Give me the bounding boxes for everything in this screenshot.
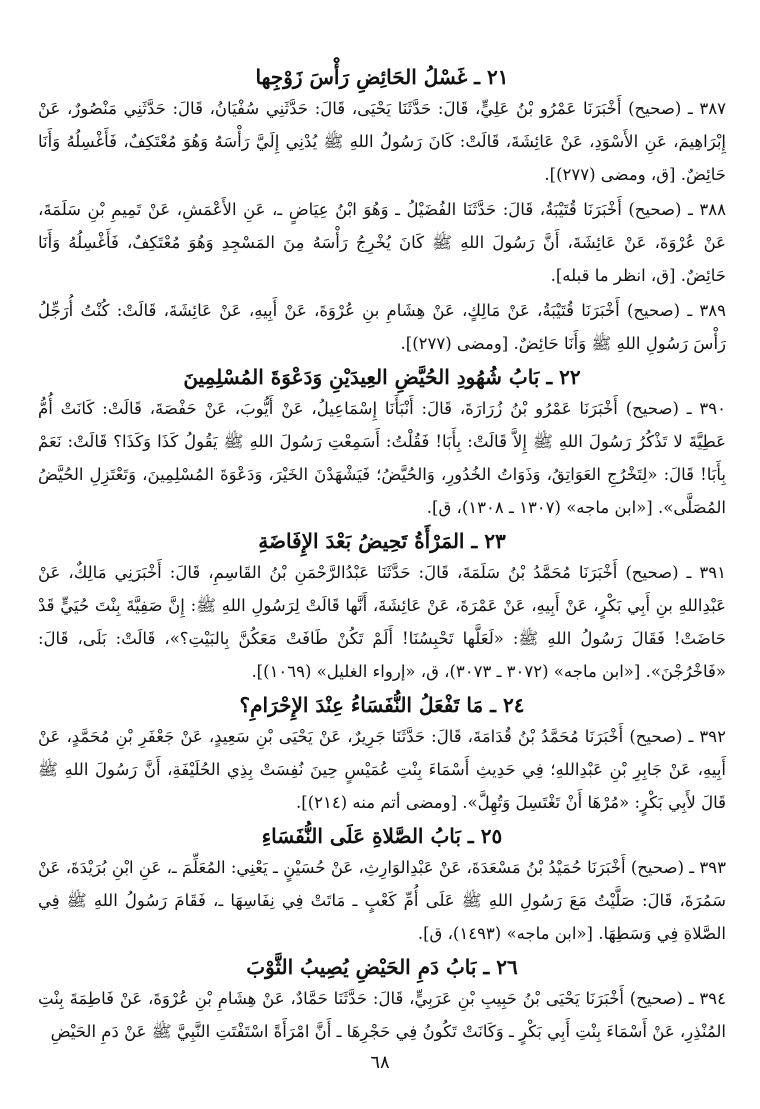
chapter-heading: ٢٥ ـ بَابُ الصَّلاةِ عَلَى النُّفَسَاءِ [261,824,503,848]
hadith-paragraph: ٣٩٤ ـ (صحيح) أَخْبَرَنَا يَحْيَى بْنُ حَبِيبِ بْنِ عَرَبِيٍّ، قَالَ: حَدَّثَنَا حَمَّادٌ، عَنْ هِشَامِ بْنِ عُرْوَةَ، عَنْ فَاطِمَةَ بِنْتِ المُنْذِرِ، عَنْ أَسْمَاءَ بِنْتِ أَبِي بَكْرٍ ـ وَكَانَتْ تَكُونُ فِي حَجْرِهَا ـ أَنَّ امْرَأَةً اسْتَفْتَتِ النَّبِيَّ ﷺ عَنْ دَمِ الحَيْضِ [38,989,726,1041]
chapter-heading: ٢٣ ـ المَرْأَةُ تَحِيضُ بَعْدَ الإِفَاضَةِ [258,529,506,553]
chapter-heading: ٢٦ ـ بَابُ دَمِ الحَيْضِ يُصِيبُ الثَّوْبَ [246,955,518,979]
chapter-heading: ٢٢ ـ بَابُ شُهُودِ الحُيَّضِ العِيدَيْنِ وَدَعْوَةَ المُسْلِمِينَ [183,365,581,389]
hadith-paragraph: ٣٩٢ ـ (صحيح) أَخْبَرَنَا مُحَمَّدُ بْنُ قُدَامَةَ، قَالَ: حَدَّثَنَا جَرِيرٌ، عَنْ يَحْيَى بْنِ سَعِيدٍ، عَنْ جَعْفَرِ بْنِ مُحَمَّدٍ، عَنْ أَبِيهِ، عَنْ جَابِرِ بْنِ عَبْدِاللهِ؛ فِي حَدِيثِ أَسْمَاءَ بِنْتِ عُمَيْسٍ حِينَ نُفِسَتْ بِذِي الحُلَيْفَةِ، أَنَّ رَسُولَ اللهِ ﷺ قَالَ لأَبِي بَكْرٍ: «مُرْهَا أَنْ تَغْتَسِلَ وَتُهِلَّ». [ومضى أتم منه (٢١٤)]. [38,727,726,812]
page-content [38,62,726,1048]
hadith-paragraph: ٣٨٧ ـ (صحيح) أَخْبَرَنَا عَمْرُو بْنُ عَلِيٍّ، قَالَ: حَدَّثَنَا يَحْيَى، قَالَ: حَدَّثَنِي سُفْيَانُ، قَالَ: حَدَّثَنِي مَنْصُورٌ، عَنْ إِبْرَاهِيمَ، عَنِ الأَسْوَدِ، عَنْ عَائِشَةَ، قَالَتْ: كَانَ رَسُولُ اللهِ ﷺ يُدْنِي إِلَيَّ رَأْسَهُ وَهُوَ مُعْتَكِفٌ، فَأَغْسِلُهُ وَأَنَا حَائِضٌ. [ق، ومضى (٢٧٧)]. [38,99,726,184]
hadith-paragraph: ٣٩٣ ـ (صحيح) أَخْبَرَنَا حُمَيْدُ بْنُ مَسْعَدَةَ، عَنْ عَبْدِالوَارِثِ، عَنْ حُسَيْنٍ ـ يَعْنِي: المُعَلِّمَ ـ، عَنِ ابْنِ بُرَيْدَةَ، عَنْ سَمُرَةَ، قَالَ: صَلَّيْتُ مَعَ رَسُولِ اللهِ ﷺ عَلَى أُمِّ كَعْبٍ ـ مَاتَتْ فِي نِفَاسِهَا ـ، فَقَامَ رَسُولُ اللهِ ﷺ فِي الصَّلاةِ فِي وَسَطِهَا. [«ابن ماجه» (١٤٩٣)، ق]. [38,858,726,943]
hadith-paragraph: ٣٨٩ ـ (صحيح) أَخْبَرَنَا قُتَيْبَةُ، عَنْ مَالِكٍ، عَنْ هِشَامِ بنِ عُرْوَةَ، عَنْ أَبِيهِ، عَنْ عَائِشَةَ، قَالَتْ: كُنْتُ أُرَجِّلُ رَأْسَ رَسُولِ اللهِ ﷺ وَأَنَا حَائِضٌ. [ومضى (٢٧٧)]. [38,301,726,353]
hadith-paragraph: ٣٩١ ـ (صحيح) أَخْبَرَنَا مُحَمَّدُ بْنُ سَلَمَةَ، قَالَ: حَدَّثَنَا عَبْدُالرَّحْمَنِ بْنُ القَاسِمِ، قَالَ: أَخْبَرَنِي مَالِكٌ، عَنْ عَبْدِاللهِ بنِ أَبِي بَكْرٍ، عَنْ أَبِيهِ، عَنْ عَمْرَةَ، عَنْ عَائِشَةَ، أَنَّها قَالَتْ لِرَسُولِ اللهِ ﷺ: إِنَّ صَفِيَّةَ بِنْتَ حُيَيٍّ قَدْ حَاضَتْ! فَقَالَ رَسُولُ اللهِ ﷺ: «لَعَلَّها تَحْبِسُنَا! أَلَمْ تَكُنْ طَافَتْ مَعَكُنَّ بِالبَيْتِ؟»، قَالَتْ: بَلَى، قَالَ: «فَاخْرُجْنَ». [«ابن ماجه» (٣٠٧٢ ـ ٣٠٧٣)، ق، «إرواء الغليل» (١٠٦٩)]. [38,563,726,681]
chapter-heading: ٢١ ـ غَسْلُ الحَائِضِ رَأْسَ زَوْجِها [255,65,509,89]
page-number: ٦٨ [370,1052,390,1073]
chapter-heading: ٢٤ ـ مَا تَفْعَلُ النُّفَسَاءُ عِنْدَ الإِحْرَامِ؟ [239,693,525,717]
hadith-paragraph: ٣٨٨ ـ (صحيح) أَخْبَرَنَا قُتَيْبَةُ، قَالَ: حَدَّثَنَا الفُضَيْلُ ـ وَهُوَ ابْنُ عِيَاضٍ ـ، عَنِ الأَعْمَشِ، عَنْ تَمِيمِ بْنِ سَلَمَةَ، عَنْ عُرْوَةَ، عَنْ عَائِشَةَ، أَنَّ رَسُولَ اللهِ ﷺ كَانَ يُخْرِجُ رَأْسَهُ مِنَ المَسْجِدِ وَهُوَ مُعْتَكِفٌ، فَأَغْسِلُهُ وَأَنَا حَائِضٌ. [ق، انظر ما قبله]. [38,200,726,285]
hadith-paragraph: ٣٩٠ ـ (صحيح) أَخْبَرَنَا عَمْرُو بْنُ زُرَارَةَ، قَالَ: أَنْبَأَنَا إِسْمَاعِيلُ، عَنْ أَيُّوبَ، عَنْ حَفْصَةَ، قَالَتْ: كَانَتْ أُمُّ عَطِيَّةَ لا تَذْكُرُ رَسُولَ اللهِ ﷺ إِلاَّ قَالَتْ: بِأَبَا! فَقُلْتُ: أَسَمِعْتِ رَسُولَ اللهِ ﷺ يَقُولُ كَذَا وَكَذَا؟ قَالَتْ: نَعَمْ بِأَبَا! قَالَ: «لِتَخْرُجِ العَوَاتِقُ، وَذَوَاتُ الخُدُورِ، وَالحُيَّضُ؛ فَيَشْهَدْنَ الخَيْرَ، وَدَعْوَةَ المُسْلِمِينَ، وَتَعْتَزِلِ الحُيَّضُ المُصَلَّى». [«ابن ماجه» (١٣٠٧ ـ ١٣٠٨)، ق]. [38,399,726,517]
